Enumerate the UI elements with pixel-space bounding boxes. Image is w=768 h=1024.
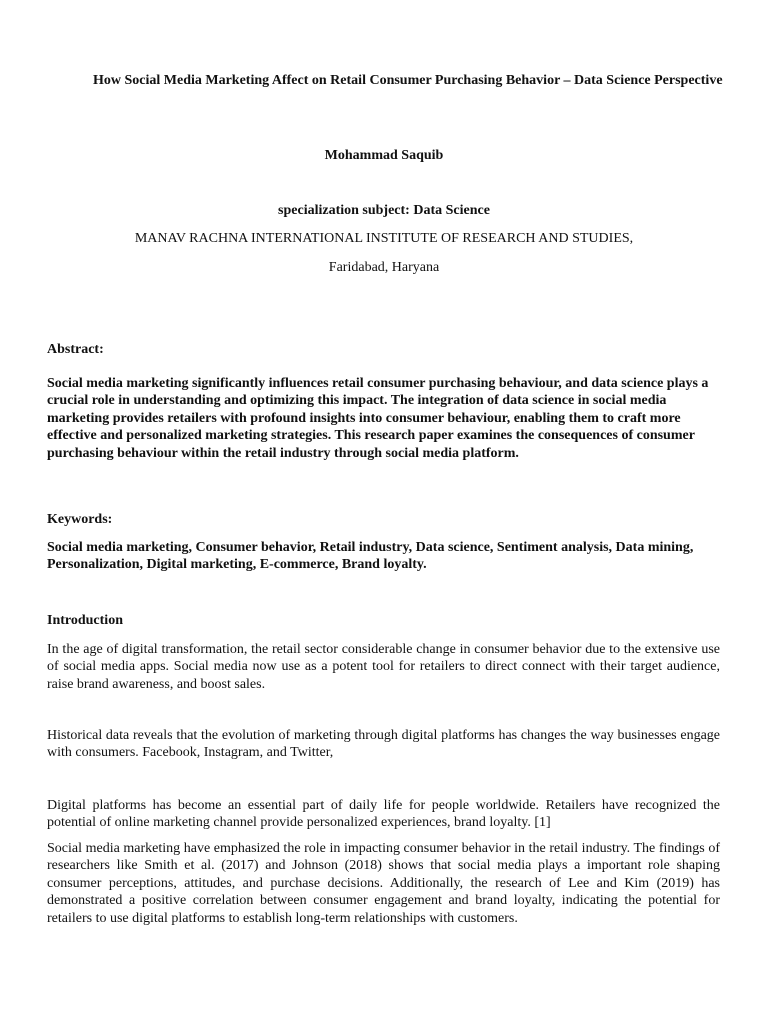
author-name: Mohammad Saquib bbox=[324, 148, 444, 163]
intro-paragraph-2: Historical data reveals that the evolution of marketing through digital platforms has changes the way businesses engage with consumers. Facebook, Instagram, and Twitter, bbox=[47, 728, 720, 761]
institution-location: Faridabad, Haryana bbox=[328, 260, 440, 275]
intro-paragraph-1: In the age of digital transformation, the retail sector considerable change in consumer behavior due to the extensive use of social media apps. Social media now use as a potent tool for retailers to direct connect with their target audience, raise brand awareness, and boost sales. bbox=[47, 642, 720, 692]
abstract-heading: Abstract: bbox=[47, 342, 104, 357]
keywords-heading: Keywords: bbox=[47, 512, 113, 527]
introduction-heading: Introduction bbox=[47, 613, 123, 628]
intro-paragraph-4: Social media marketing have emphasized the role in impacting consumer behavior in the retail industry. The findings of researchers like Smith et al. (2017) and Johnson (2018) shows that social media plays a important role shaping consumer perceptions, attitudes, and purchase decisions. Additionally, the research of Lee and Kim (2019) has demonstrated a positive correlation between consumer engagement and brand loyalty, indicating the potential for retailers to use digital platforms to establish long-term relationships with customers. bbox=[47, 841, 720, 926]
specialization-line: specialization subject: Data Science bbox=[278, 203, 490, 218]
intro-paragraph-3: Digital platforms has become an essential part of daily life for people worldwide. Retailers have recognized the potential of online marketing channel provide personalized experiences, brand loyalty. [1] bbox=[47, 798, 720, 831]
institution-name: MANAV RACHNA INTERNATIONAL INSTITUTE OF RESEARCH AND STUDIES, bbox=[134, 231, 634, 246]
keywords-text: Social media marketing, Consumer behavior, Retail industry, Data science, Sentiment analysis, Data mining, Personalization, Digital marketing, E-commerce, Brand loyalty. bbox=[47, 540, 694, 573]
abstract-text: Social media marketing significantly influences retail consumer purchasing behaviour, and data science plays a crucial role in understanding and optimizing this impact. The integration of data science in social media marketing provides retailers with profound insights into consumer behaviour, enabling them to craft more effective and personalized marketing strategies. This research paper examines the consequences of consumer purchasing behaviour within the retail industry through social media platform. bbox=[47, 376, 709, 461]
paper-title: How Social Media Marketing Affect on Retail Consumer Purchasing Behavior – Data Science Perspective bbox=[93, 73, 723, 88]
